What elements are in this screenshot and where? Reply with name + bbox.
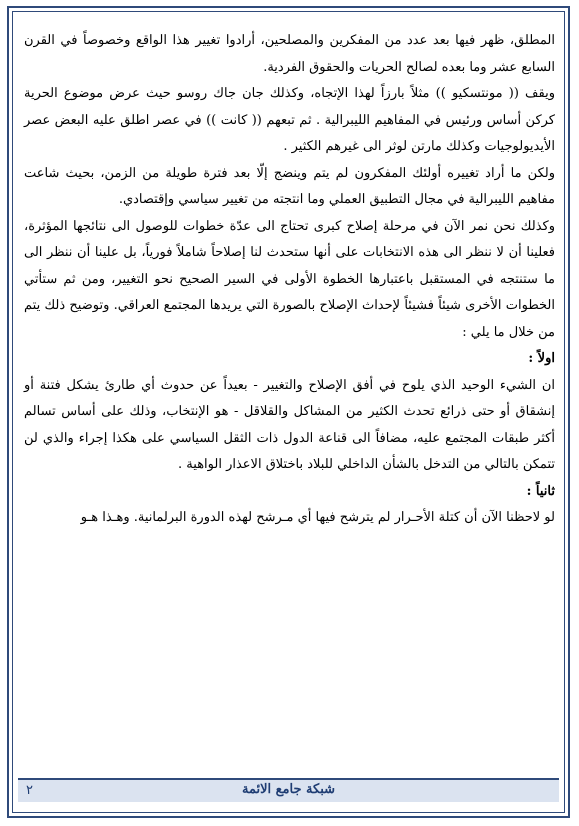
paragraph: ويقف (( مونتسكيو )) مثلاً بارزاً لهذا الإتجاه، وكذلك جان جاك روسو حيث عرض موضوع الحرية كركن أساس ورئيس في المفاهيم الليبرالية . ثم تبعهم (( كانت )) في عصر اطلق عليه البعض عصر الأيديولوجيات وكذلك مارتن لوثر الى غيرهم الكثير . — [24, 86, 555, 154]
section-heading-first: اولاً : — [528, 351, 555, 366]
section-heading-second: ثانياً : — [526, 483, 555, 499]
footer-title: شبكة جامع الائمة — [241, 782, 336, 797]
page-number: ٢ — [26, 783, 33, 798]
paragraph: ولكن ما أراد تغييره أولئك المفكرون لم يتم وينضج إلّا بعد فترة طويلة من الزمن، بحيث شاعت مفاهيم الليبرالية في مجال التطبيق العملي وما انتجته من تغيير سياسي وإقتصادي. — [24, 165, 555, 207]
page-footer — [18, 778, 559, 802]
paragraph: ان الشيء الوحيد الذي يلوح في أفق الإصلاح والتغيير - بعيداً عن حدوث أي طارئ يشكل فتنة أو إنشقاق أو حتى ذرائع تحدث الكثير من المشاكل والقلاقل - هو الإنتخاب، وذلك على أساس تسالم أكثر طبقات المجتمع عليه، مضافاً الى قناعة الدول ذات الثقل السياسي على هكذا إجراء والذي لن تتمكن بالتالي من التدخل بالشأن الداخلي للبلاد باختلاق الاعذار الواهية . — [24, 377, 555, 472]
paragraph: لو لاحظنا الآن أن كتلة الأحـرار لم يترشح فيها أي مـرشح لهذه الدورة البرلمانية. وهـذا هـو — [80, 510, 555, 525]
paragraph: وكذلك نحن نمر الآن في مرحلة إصلاح كبرى تحتاج الى عدّة خطوات للوصول الى نتائجها المؤثرة، فعلينا أن لا ننظر الى هذه الانتخابات على أنها ستحدث لنا إصلاحاً شاملاً فورياً، بل علينا أن ننظر الى ما ستنتجه في المستقبل باعتبارها الخطوة الأولى في السير الصحيح نحو التغيير، ومن ثم ستأتي الخطوات الأخرى شيئاً فشيئاً لإحداث الإصلاح بالصورة التي يريدها المجتمع العراقي. وتوضيح ذلك يتم من خلال ما يلي : — [24, 218, 555, 340]
paragraph: المطلق، ظهر فيها بعد عدد من المفكرين والمصلحين، أرادوا تغيير هذا الواقع وخصوصاً في القرن السابع عشر وما بعده لصالح الحريات والحقوق الفردية. — [24, 33, 555, 75]
document-body — [24, 28, 555, 532]
